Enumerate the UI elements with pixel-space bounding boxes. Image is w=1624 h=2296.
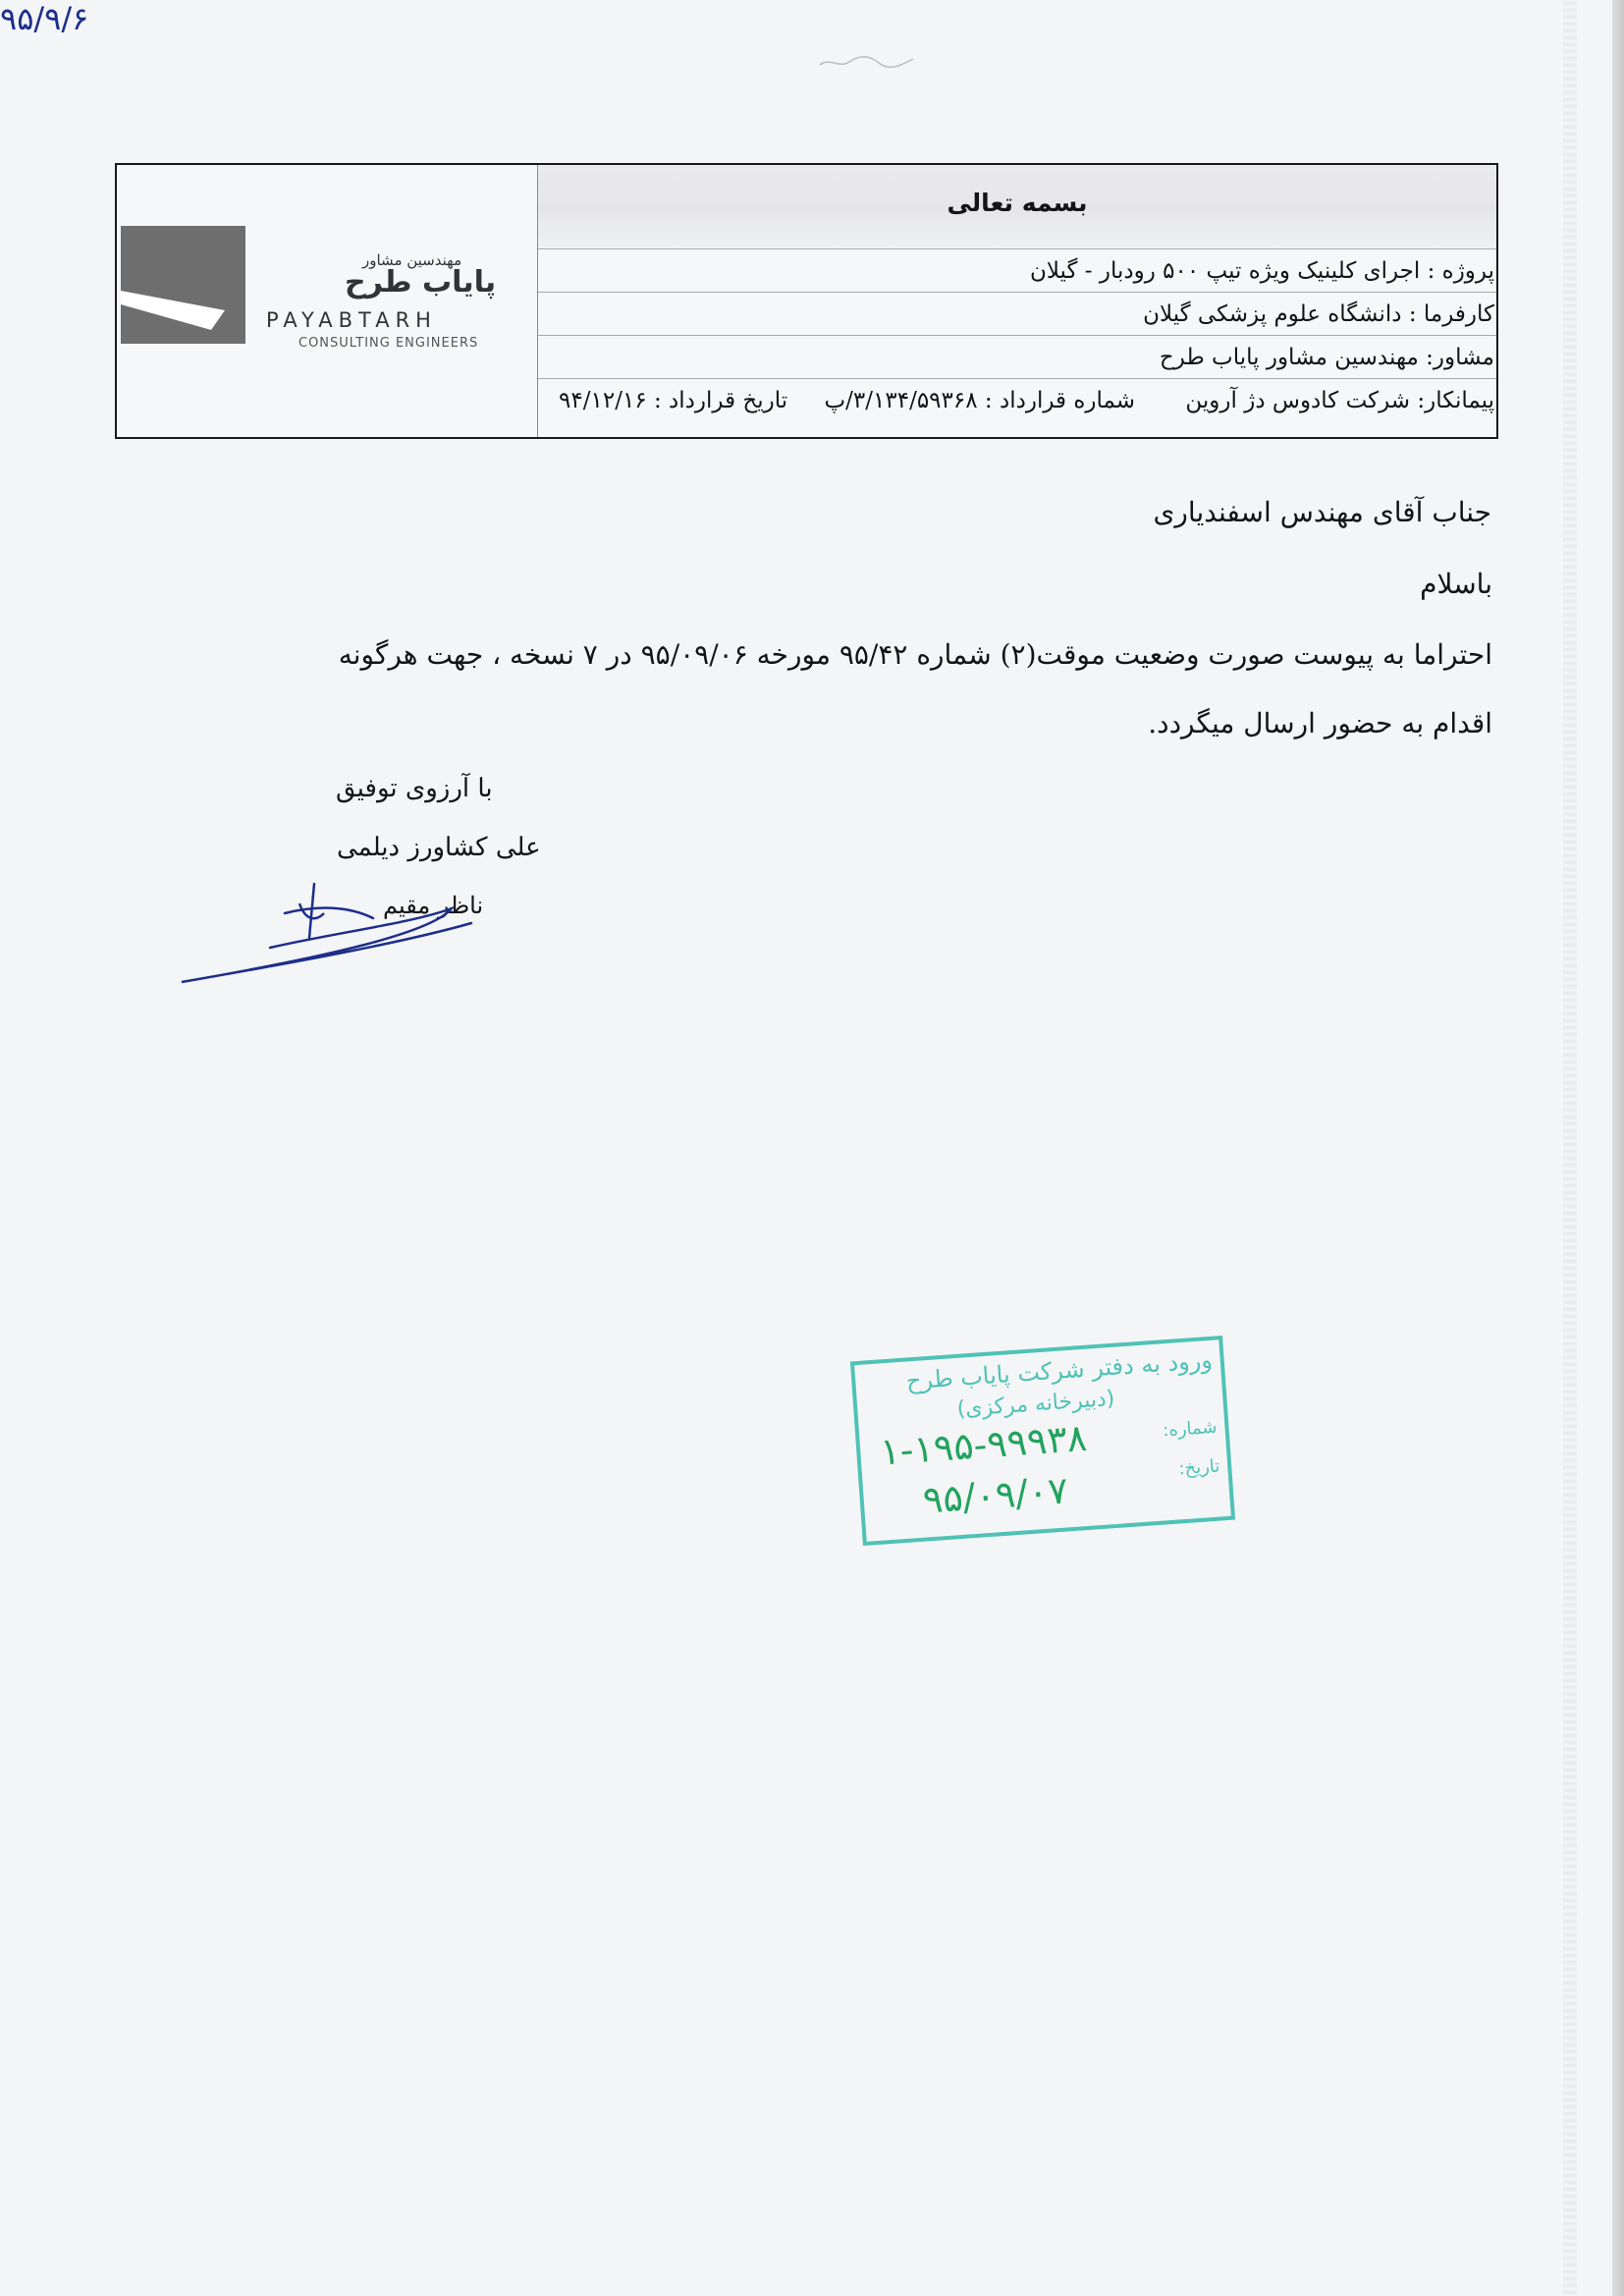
project-info — [538, 165, 1496, 437]
signer-title: ناظر مقیم — [383, 892, 484, 919]
stamp-title: ورود به دفتر شرکت پایاب طرح — [904, 1345, 1214, 1395]
greeting: باسلام — [1420, 568, 1492, 600]
logo-subtitle-en: CONSULTING ENGINEERS — [298, 336, 479, 351]
consultant-row: مشاور: مهندسین مشاور پایاب طرح — [538, 335, 1496, 379]
contract-date: تاریخ قرارداد : ۹۴/۱۲/۱۶ — [559, 388, 788, 413]
signer-name: علی کشاورز دیلمی — [337, 833, 541, 862]
project-row: پروژه : اجرای کلینیک ویژه تیپ ۵۰۰ رودبار - گیلان — [538, 248, 1496, 293]
stamp-date-label: تاریخ: — [1177, 1455, 1220, 1480]
employer-row: کارفرما : دانشگاه علوم پزشکی گیلان — [538, 292, 1496, 336]
header-title: بسمه تعالی — [538, 165, 1496, 248]
scan-shadow — [1563, 0, 1577, 2296]
logo-name-en: PAYABTARH — [266, 308, 437, 332]
signature-icon — [177, 864, 550, 1002]
contractor-row — [538, 378, 1496, 422]
logo-mark-icon — [121, 226, 245, 344]
contractor-name: پیمانکار: شرکت کادوس دژ آروین — [1185, 388, 1494, 413]
recipient: جناب آقای مهندس اسفندیاری — [1153, 496, 1491, 528]
logo-name-fa: پایاب طرح — [345, 265, 497, 300]
closing: با آرزوی توفیق — [336, 774, 493, 803]
stamp-subtitle: (دبیرخانه مرکزی) — [955, 1386, 1116, 1422]
stamp-number-label: شماره: — [1162, 1416, 1218, 1442]
stamp-date: ۹۵/۰۹/۰۷ — [921, 1468, 1070, 1522]
scan-edge — [1612, 0, 1624, 2296]
handwritten-mark — [815, 47, 933, 77]
stamp-number: ۱-۱۹۵-۹۹۹۳۸ — [878, 1415, 1089, 1474]
contract-number: شماره قرارداد : ۳/۱۳۴/۵۹۳۶۸/پ — [824, 388, 1136, 413]
signature-date: ۹۵/۹/۶ — [0, 0, 89, 37]
body-line-1: احتراما به پیوست صورت وضعیت موقت(۲) شماره ۹۵/۴۲ مورخه ۹۵/۰۹/۰۶ در ۷ نسخه ، جهت هرگونه — [338, 638, 1492, 671]
company-logo — [117, 165, 537, 437]
receipt-stamp — [850, 1336, 1235, 1546]
body-line-2: اقدام به حضور ارسال میگردد. — [1148, 707, 1492, 739]
logo-subtitle-fa: مهندسین مشاور — [362, 251, 462, 269]
letterhead — [115, 163, 1498, 439]
